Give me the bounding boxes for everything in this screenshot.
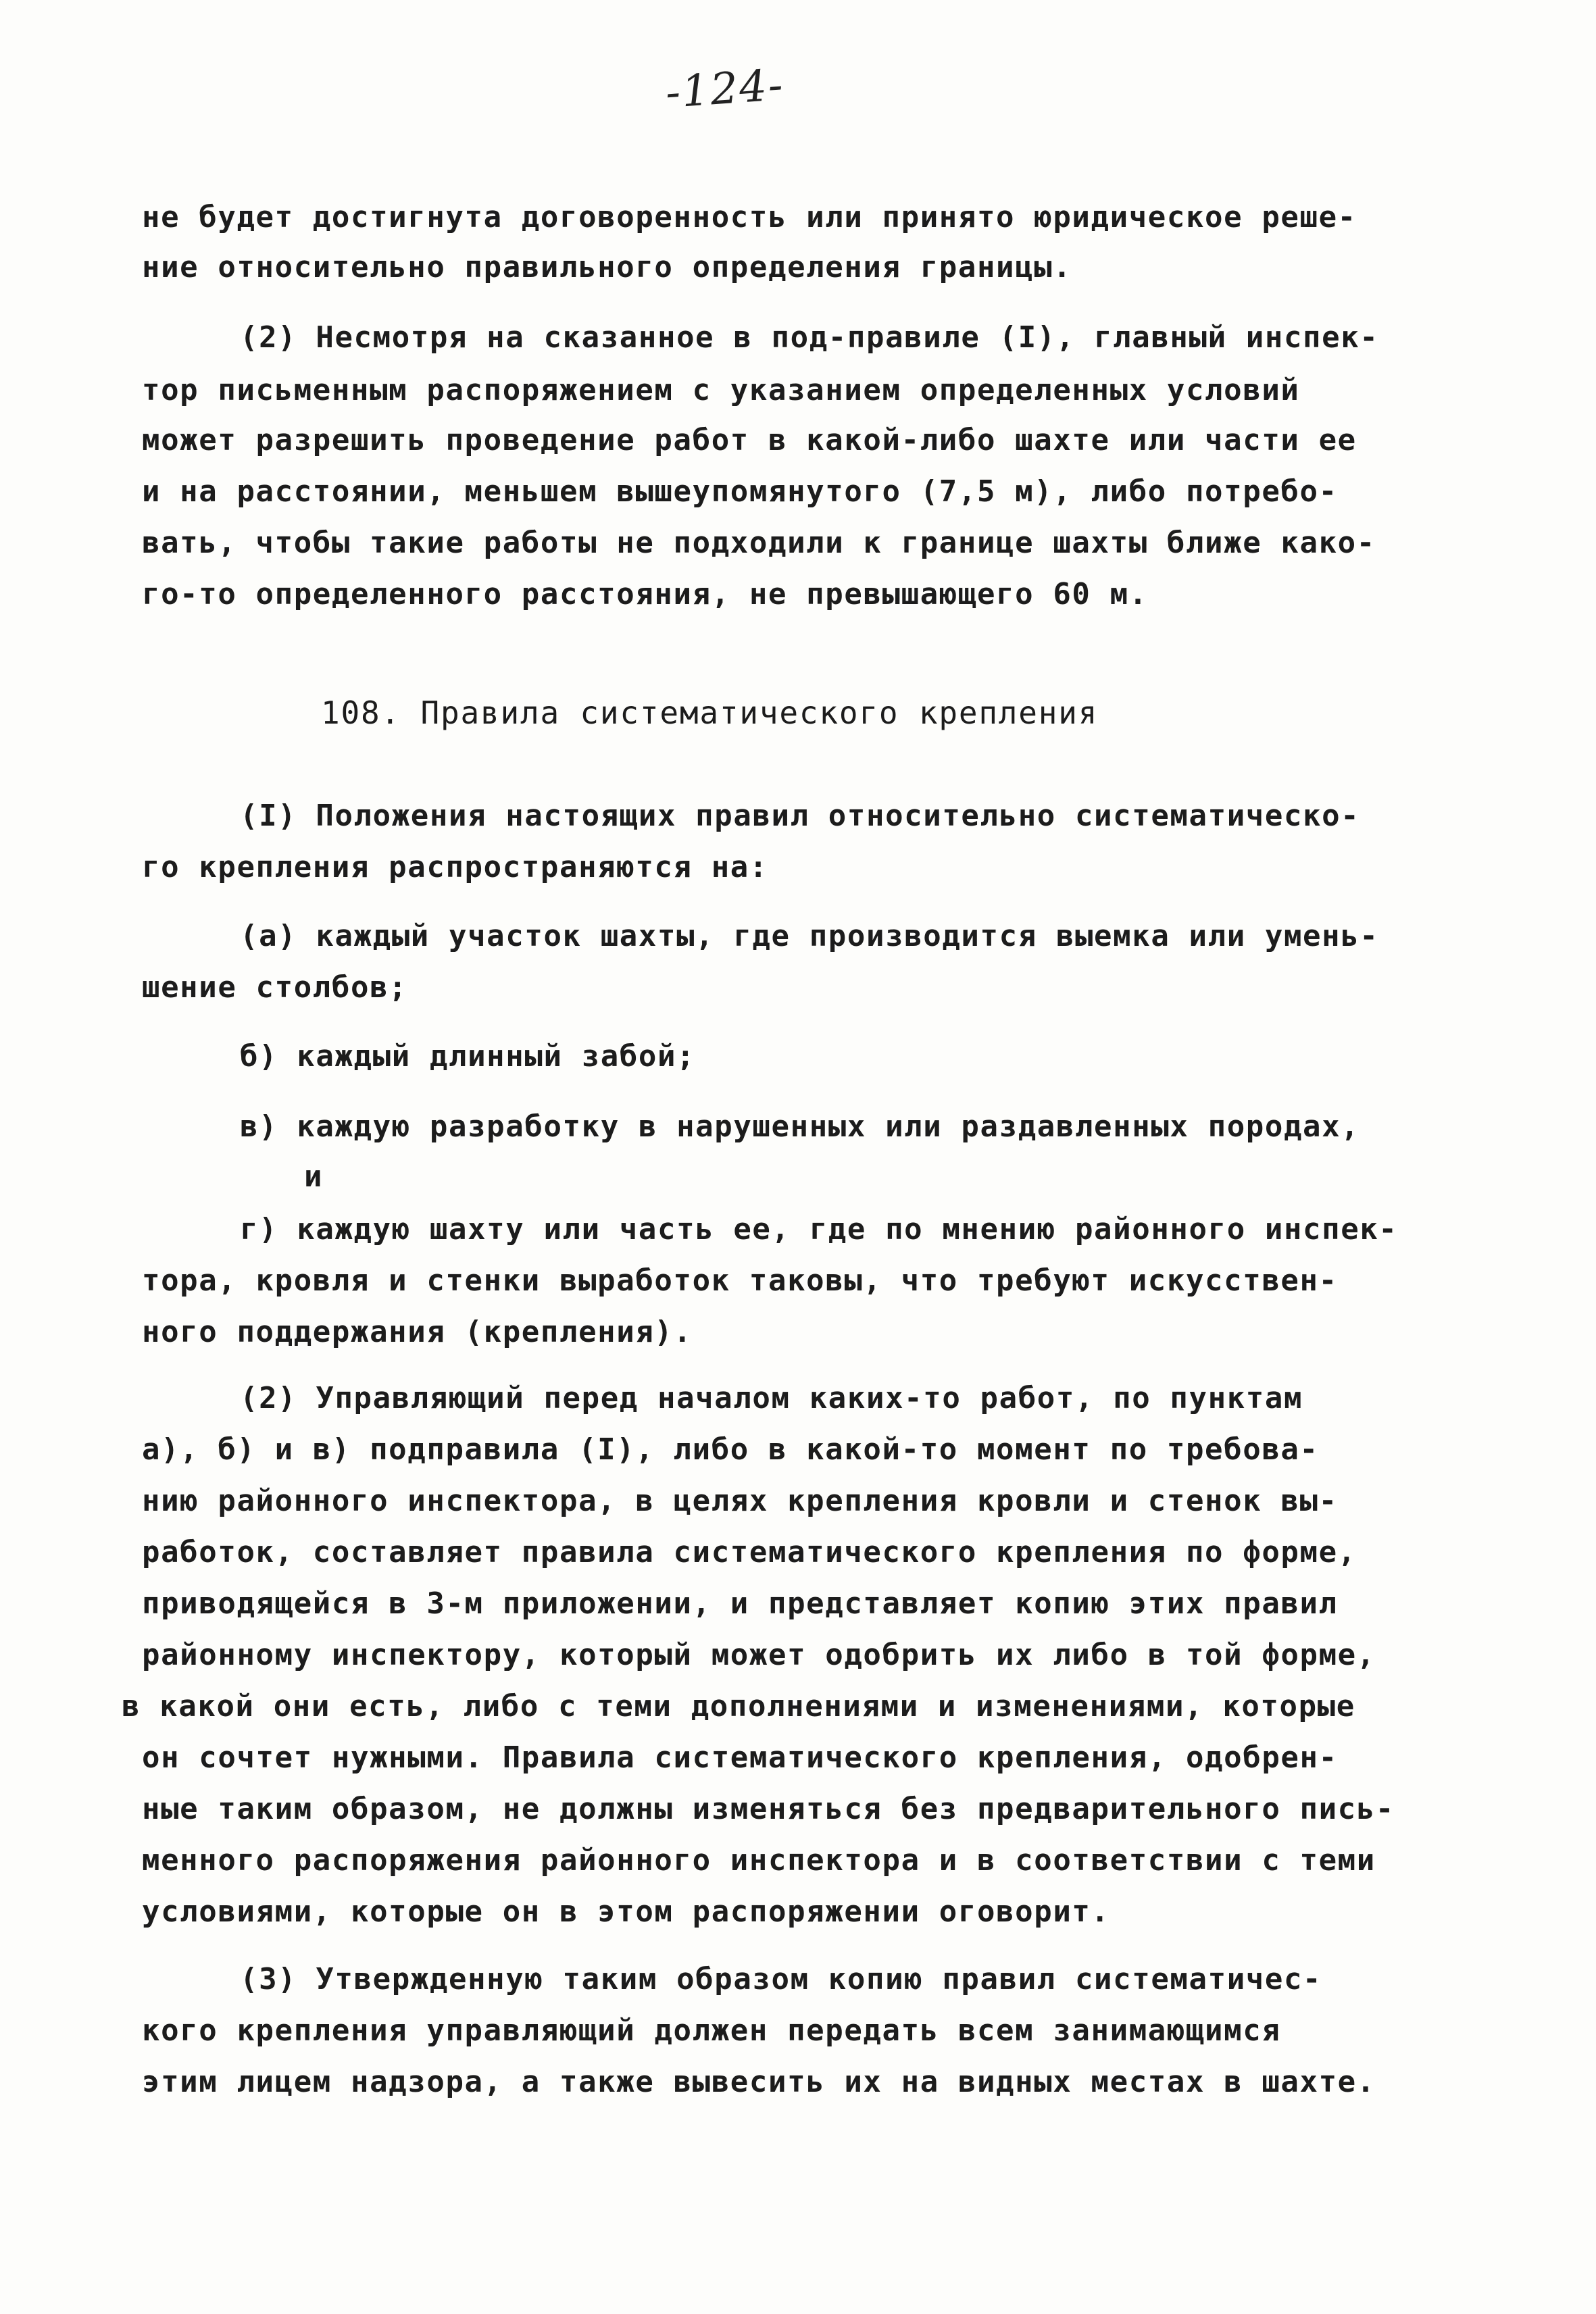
text-line: условиями, которые он в этом распоряжении оговорит. (142, 1894, 1110, 1929)
text-line: тор письменным распоряжением с указанием определенных условий (142, 373, 1300, 407)
text-line: кого крепления управляющий должен передать всем занимающимся (142, 2013, 1281, 2048)
text-line: ные таким образом, не должны изменяться без предварительного пись- (142, 1792, 1395, 1826)
text-line: приводящейся в 3-м приложении, и представляет копию этих правил (142, 1586, 1338, 1621)
text-line: (2) Несмотря на сказанное в под-правиле (I), главный инспек- (240, 320, 1379, 355)
text-line: го крепления распространяются на: (142, 850, 768, 884)
page-number: -124- (664, 59, 786, 119)
text-line: ние относительно правильного определения границы. (142, 250, 1072, 284)
text-line: тора, кровля и стенки выработок таковы, что требуют искусствен- (142, 1263, 1338, 1298)
text-line: районному инспектору, который может одобрить их либо в той форме, (142, 1638, 1376, 1672)
text-line: б) каждый длинный забой; (240, 1039, 696, 1074)
text-line: работок, составляет правила систематического крепления по форме, (142, 1535, 1357, 1569)
text-line: этим лицем надзора, а также вывесить их на видных местах в шахте. (142, 2065, 1376, 2099)
text-line: и на расстоянии, меньшем вышеупомянутого (7,5 м), либо потребо- (142, 474, 1338, 509)
text-line: ного поддержания (крепления). (142, 1315, 693, 1349)
text-line: (I) Положения настоящих правил относительно систематическо- (240, 799, 1360, 833)
text-line: и (304, 1159, 324, 1194)
text-line: может разрешить проведение работ в какой-либо шахте или части ее (142, 423, 1357, 457)
text-line: он сочтет нужными. Правила систематического крепления, одобрен- (142, 1740, 1338, 1775)
text-line: г) каждую шахту или часть ее, где по мнению районного инспек- (240, 1212, 1398, 1247)
section-heading: 108. Правила систематического крепления (321, 695, 1099, 731)
text-line: (2) Управляющий перед началом каких-то работ, по пунктам (240, 1381, 1303, 1415)
text-line: шение столбов; (142, 970, 408, 1005)
text-line: (3) Утвержденную таким образом копию правил систематичес- (240, 1962, 1322, 1996)
text-line: го-то определенного расстояния, не превышающего 60 м. (142, 577, 1148, 611)
text-line: менного распоряжения районного инспектора и в соответствии с теми (142, 1843, 1376, 1878)
text-line: вать, чтобы такие работы не подходили к границе шахты ближе како- (142, 526, 1376, 560)
text-line: нию районного инспектора, в целях крепления кровли и стенок вы- (142, 1484, 1338, 1518)
text-line: (а) каждый участок шахты, где производится выемка или умень- (240, 919, 1379, 953)
text-line: в) каждую разработку в нарушенных или раздавленных породах, (240, 1109, 1360, 1144)
text-line: а), б) и в) подправила (I), либо в какой-то момент по требова- (142, 1432, 1319, 1467)
text-line: не будет достигнута договоренность или принято юридическое реше- (142, 200, 1357, 234)
text-line: в какой они есть, либо с теми дополнениями и изменениями, которые (122, 1689, 1355, 1724)
